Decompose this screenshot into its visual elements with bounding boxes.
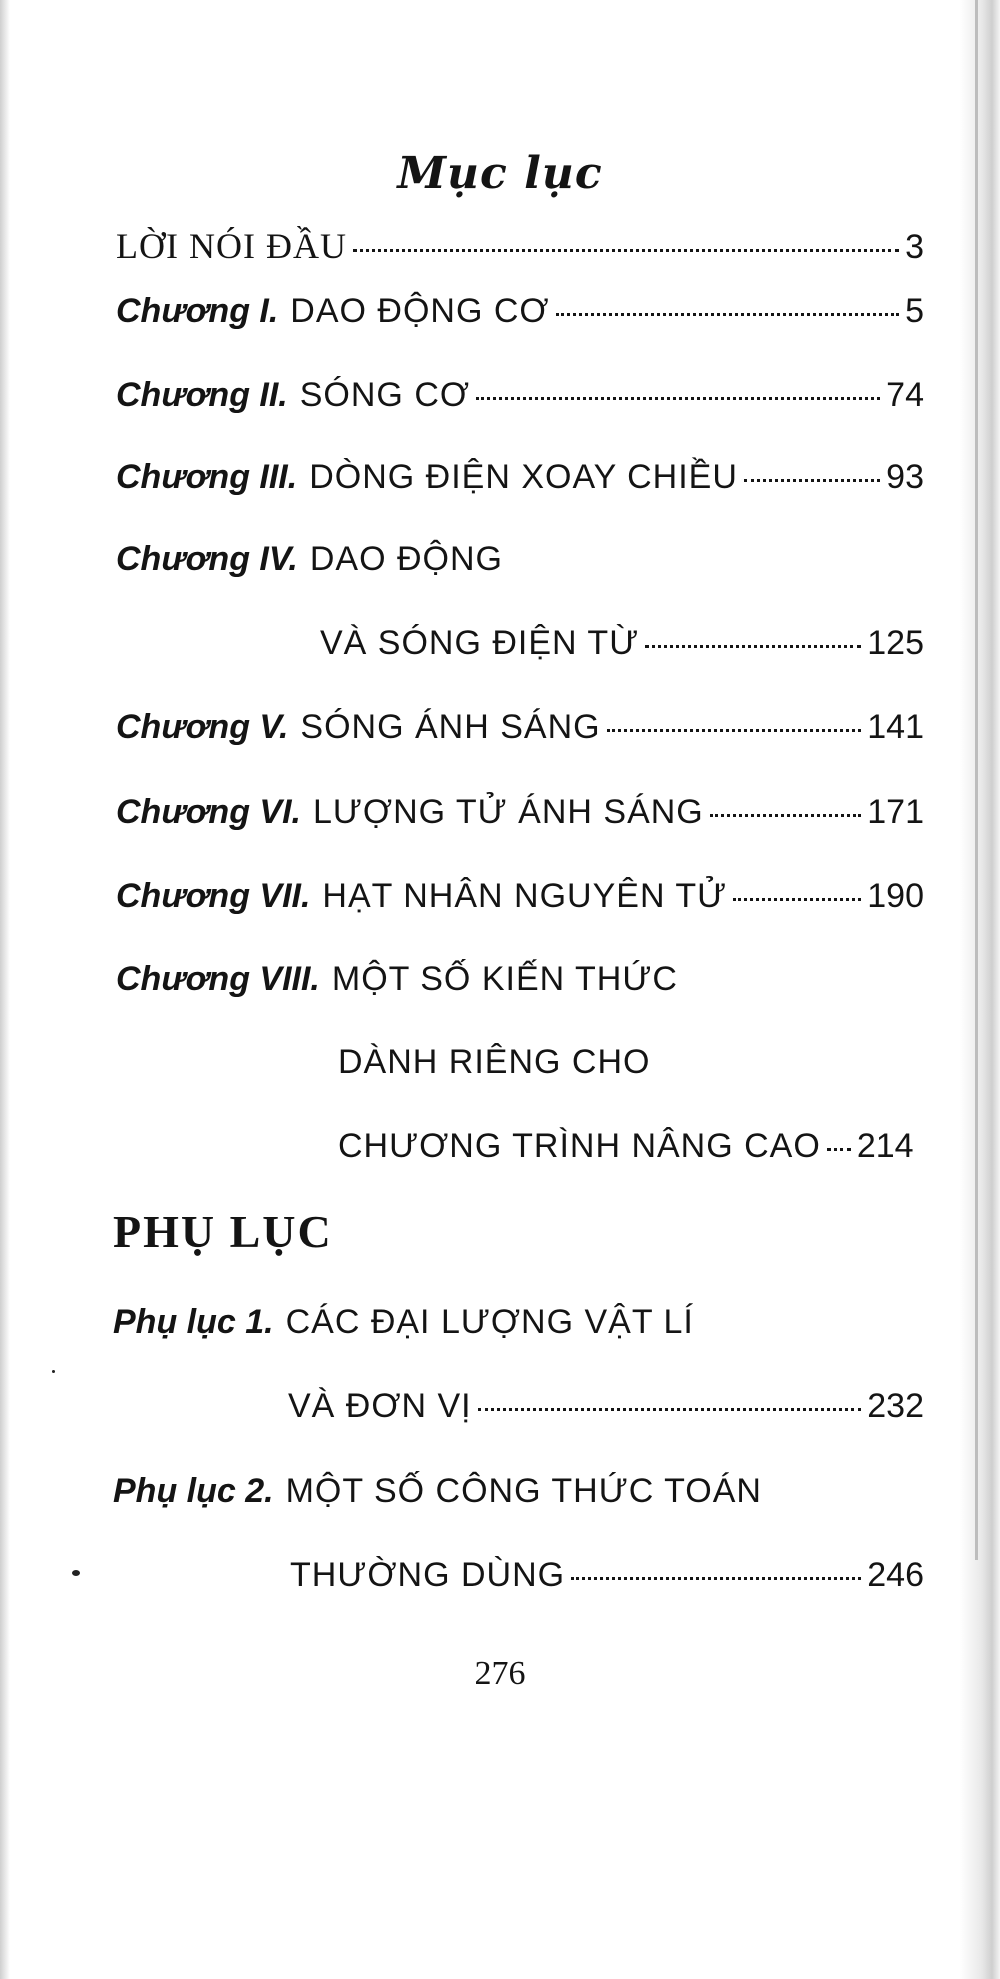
toc-entry-label: Chương VI. [116, 793, 301, 831]
toc-entry-page: 171 [867, 793, 924, 831]
toc-entry-chapter-3 [116, 458, 924, 514]
dot-leader [733, 898, 861, 901]
toc-entry-text-cont: VÀ SÓNG ĐIỆN TỪ [320, 624, 640, 662]
toc-entry-page: 190 [867, 877, 924, 915]
toc-entry-label: Phụ lục 2. [113, 1472, 274, 1510]
toc-entry-label: Chương VII. [116, 877, 311, 915]
page-binding-line [975, 0, 978, 1560]
dot-leader [476, 397, 880, 400]
toc-entry-text: SÓNG ÁNH SÁNG [300, 708, 601, 746]
toc-entry-label: Phụ lục 1. [113, 1303, 274, 1341]
toc-entry-chapter-4-cont [320, 624, 924, 680]
toc-entry-chapter-8-cont2 [338, 1127, 924, 1183]
toc-entry-text: CÁC ĐẠI LƯỢNG VẬT LÍ [285, 1303, 694, 1341]
toc-entry-text: DAO ĐỘNG [309, 540, 503, 578]
toc-entry-text: SÓNG CƠ [299, 376, 471, 414]
toc-entry-appendix-1-cont [288, 1387, 924, 1443]
toc-entry-text-cont: VÀ ĐƠN VỊ [288, 1387, 472, 1425]
toc-entry-chapter-8 [116, 960, 678, 1016]
toc-entry-text: LỜI NÓI ĐẦU [116, 226, 347, 266]
toc-entry-page: 93 [886, 458, 924, 496]
appendix-heading: PHỤ LỤC [113, 1206, 333, 1257]
toc-entry-page: 5 [905, 292, 924, 330]
toc-entry-text-cont: DÀNH RIÊNG CHO [338, 1043, 651, 1081]
dot-leader [744, 479, 880, 482]
toc-entry-text: DÒNG ĐIỆN XOAY CHIỀU [309, 458, 738, 496]
toc-entry-chapter-1 [116, 292, 924, 348]
toc-entry-appendix-2 [113, 1472, 762, 1528]
toc-entry-chapter-4 [116, 540, 503, 596]
toc-entry-page: 74 [886, 376, 924, 414]
toc-entry-text-cont: THƯỜNG DÙNG [290, 1556, 566, 1594]
toc-entry-text: DAO ĐỘNG CƠ [290, 292, 550, 330]
toc-entry-chapter-8-cont [338, 1043, 650, 1099]
toc-entry-page: 141 [867, 708, 924, 746]
toc-entry-appendix-2-cont [290, 1556, 924, 1612]
toc-entry-page: 246 [867, 1556, 924, 1594]
dot-leader [556, 313, 900, 316]
toc-entry-chapter-5 [116, 708, 924, 764]
toc-entry-text-cont: CHƯƠNG TRÌNH NÂNG CAO [338, 1127, 821, 1165]
toc-entry-page: 3 [905, 228, 924, 266]
toc-entry-chapter-2 [116, 376, 924, 432]
toc-entry-appendix-1 [113, 1303, 694, 1359]
toc-entry-chapter-7 [116, 877, 924, 933]
scan-speck [72, 1570, 80, 1576]
toc-entry-preface [116, 225, 924, 281]
dot-leader [710, 814, 862, 817]
toc-title: Mục lục [397, 148, 603, 199]
scan-speck [52, 1370, 55, 1373]
toc-entry-page: 214 [856, 1127, 914, 1165]
toc-entry-label: Chương IV. [116, 540, 298, 578]
dot-leader [478, 1408, 862, 1411]
toc-entry-label: Chương VIII. [116, 960, 320, 998]
dot-leader [607, 729, 862, 732]
toc-entry-label: Chương I. [116, 292, 279, 330]
toc-entry-label: Chương V. [116, 708, 289, 746]
toc-entry-chapter-6 [116, 793, 924, 849]
toc-entry-text: LƯỢNG TỬ ÁNH SÁNG [312, 793, 704, 831]
dot-leader [571, 1577, 861, 1580]
toc-entry-text: MỘT SỐ KIẾN THỨC [331, 960, 678, 998]
toc-entry-label: Chương III. [116, 458, 298, 496]
page-number: 276 [474, 1655, 526, 1692]
dot-leader [827, 1148, 851, 1151]
dot-leader [645, 645, 861, 648]
dot-leader [353, 249, 899, 252]
toc-entry-label: Chương II. [116, 376, 288, 414]
toc-entry-text: HẠT NHÂN NGUYÊN TỬ [322, 877, 728, 915]
toc-entry-page: 125 [867, 624, 924, 662]
toc-entry-text: MỘT SỐ CÔNG THỨC TOÁN [285, 1472, 762, 1510]
toc-entry-page: 232 [867, 1387, 924, 1425]
